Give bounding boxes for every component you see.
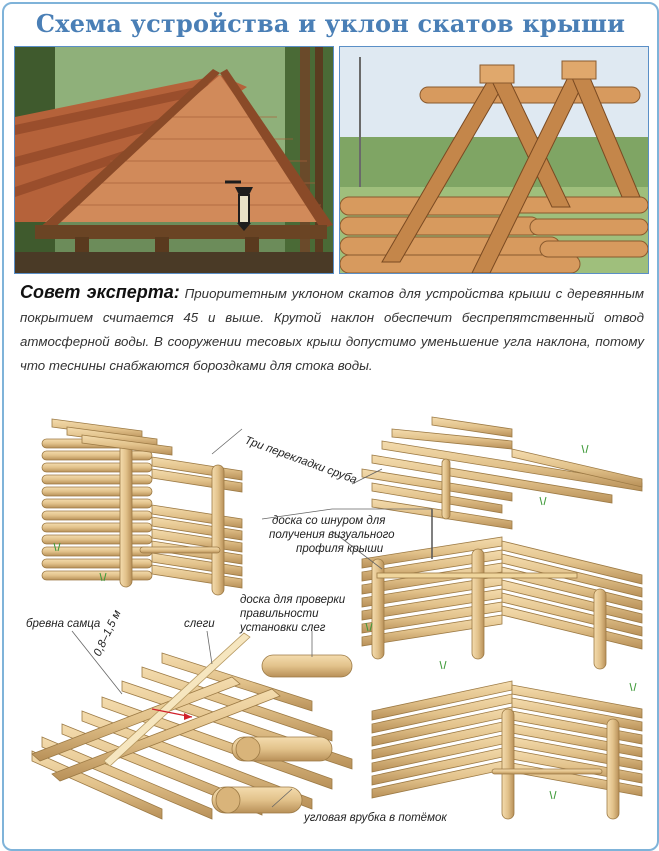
log-frame-1 bbox=[42, 419, 242, 595]
label-purlins: слеги bbox=[184, 618, 215, 630]
label-board-cord-3: профиля крыши bbox=[296, 543, 384, 555]
label-board-cord-2: получения визуального bbox=[269, 529, 395, 541]
expert-tip bbox=[20, 280, 644, 378]
infographic-frame bbox=[2, 2, 659, 851]
log-frame-4 bbox=[372, 681, 642, 819]
label-corner-joint: угловая врубка в потёмок bbox=[304, 812, 447, 824]
log-frame-2 bbox=[362, 417, 642, 529]
log-frame-diagram bbox=[12, 409, 652, 847]
label-check-board-3: установки слег bbox=[240, 622, 326, 634]
tip-body: Приоритетным уклоном скатов для устройства крыши с деревянным покрытием считается 45 и выше. Крутой наклон обеспечит беспрепятственный отвод атмосферной воды. В сооружении тесовых крыш допустимо уменьшение угла наклона, потому что теснины снабжаются бороздками для стока воды. bbox=[20, 286, 644, 373]
photo-log-gable bbox=[339, 46, 649, 274]
label-check-board-1: доска для проверки bbox=[240, 594, 346, 606]
label-board-cord-1: доска со шнуром для bbox=[272, 515, 386, 527]
label-check-board-2: правильности bbox=[240, 608, 319, 620]
label-gable-logs: бревна самца bbox=[26, 618, 101, 630]
log-frame-5 bbox=[32, 653, 352, 819]
label-three-crowns: Три перекладки сруба bbox=[242, 434, 359, 487]
log-frame-3 bbox=[362, 509, 642, 669]
photo-shingle-roof bbox=[14, 46, 334, 274]
page-title: Схема устройства и уклон скатов крыши bbox=[35, 9, 626, 38]
label-distance: 0,8–1,5 м bbox=[91, 608, 124, 659]
tip-heading: Совет эксперта: bbox=[20, 282, 180, 302]
